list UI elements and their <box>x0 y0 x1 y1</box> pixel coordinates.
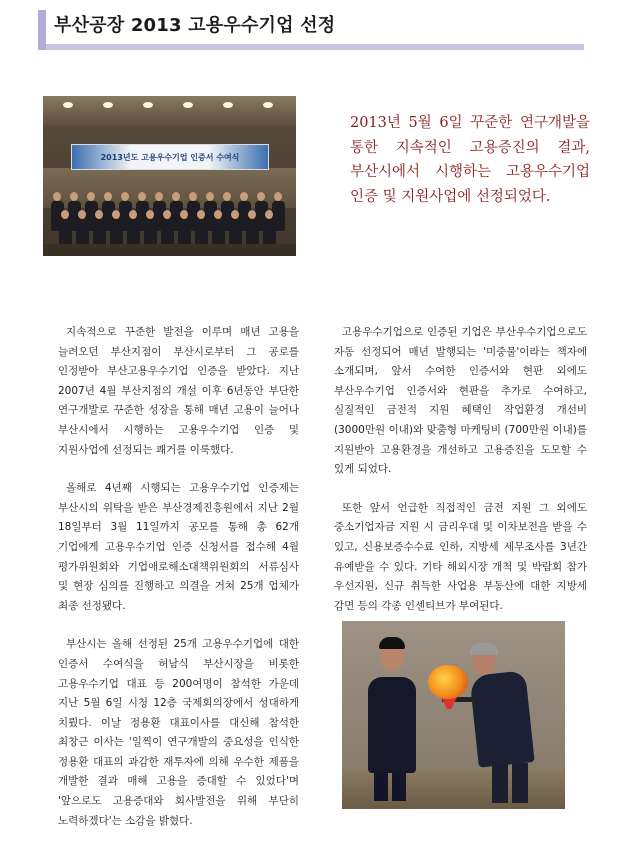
recipient-figure <box>469 670 534 767</box>
presenter-figure <box>368 677 416 773</box>
photo-person-head <box>206 192 214 201</box>
body-paragraph: 지속적으로 꾸준한 발전을 이루며 매년 고용을 늘려오던 부산지점이 부산시로부터 그 공로를 인정받아 부산고용우수기업 인증을 받았다. 지난 2007년 4월 부산지점의 개설 이후 6년동안 부단한 연구개발로 꾸준한 성장을 통해 매년 고용이 늘어나 부산시에서 시행하는 고용우수기업 인증 및 지원사업에 선정되는 쾌거를 이룩했다. <box>58 326 299 456</box>
title-bar <box>38 8 584 50</box>
body-column-right <box>334 323 587 635</box>
photo-person-head <box>240 192 248 201</box>
ceremony-group-photo <box>43 96 296 256</box>
photo-person-head <box>214 210 222 219</box>
photo-person-head <box>274 192 282 201</box>
photo-person-head <box>257 192 265 201</box>
photo-person-head <box>70 192 78 201</box>
title-accent-bar <box>38 10 46 50</box>
photo-person-head <box>138 192 146 201</box>
ceremony-banner: 2013년도 고용우수기업 인증서 수여식 <box>71 144 269 170</box>
photo-person-head <box>197 210 205 219</box>
photo-person-head <box>155 192 163 201</box>
photo-person-head <box>180 210 188 219</box>
photo-person-head <box>172 192 180 201</box>
photo-person-head <box>121 192 129 201</box>
photo-person-head <box>248 210 256 219</box>
lead-paragraph: 2013년 5월 6일 꾸준한 연구개발을 통한 지속적인 고용증진의 결과, 부산시에서 시행하는 고용우수기업 인증 및 지원사업에 선정되었다. <box>350 115 590 205</box>
photo-person-head <box>231 210 239 219</box>
photo-person-head <box>61 210 69 219</box>
photo-person-head <box>95 210 103 219</box>
photo-person-head <box>104 192 112 201</box>
photo-person-head <box>87 192 95 201</box>
body-paragraph: 올해로 4년째 시행되는 고용우수기업 인증제는 부산시의 위탁을 받은 부산경제진흥원에서 지난 2월 18일부터 3월 11일까지 공모를 통해 총 62개 기업에게 고용우수기업 인증 신청서를 접수해 4월 평가위원회와 기업애로해소대책위원회의 서류심사 및 현장 심의를 진행하고 의결을 거쳐 25개 업체가 최종 선정됐다. <box>58 482 299 612</box>
photo-person-head <box>112 210 120 219</box>
page-title: 부산공장 2013 고용우수기업 선정 <box>54 15 336 36</box>
photo-person-head <box>223 192 231 201</box>
photo-person-head <box>163 210 171 219</box>
photo-person-head <box>146 210 154 219</box>
award-handshake-photo <box>342 621 565 809</box>
body-column-left <box>58 323 299 850</box>
photo-ceiling <box>43 96 296 126</box>
photo-person-head <box>189 192 197 201</box>
photo-person-head <box>129 210 137 219</box>
photo-person-head <box>265 210 273 219</box>
body-paragraph: 또한 앞서 언급한 직접적인 금전 지원 그 외에도 중소기업자금 지원 시 금리우대 및 이차보전을 받을 수 있고, 신용보증수수료 인하, 지방세 세무조사를 3년간 유예받을 수 있다. 기타 해외시장 개척 및 박람회 참가 우선지원, 신규 취득한 사업용 부동산에 대한 지방세 감면 등의 각종 인센티브가 부여된다. <box>334 501 587 612</box>
body-paragraph: 부산시는 올해 선정된 25개 고용우수기업에 대한 인증서 수여식을 허남식 부산시장을 비롯한 고용우수기업 대표 등 200여명이 참석한 가운데 지난 5월 6일 시청 12층 국제회의장에서 성대하게 치뤘다. 이날 정용환 대표이사를 대신해 참석한 최창근 이사는 '일찍이 연구개발의 중요성을 인식한 정용환 대표의 과감한 재투자에 의해 우수한 제품을 개발한 결과 매해 고용을 증대할 수 있었다'며 '앞으로도 고용증대와 회사발전을 위해 부단히 노력하겠다'는 소감을 밝혔다. <box>58 638 299 827</box>
flower-bouquet <box>428 665 468 699</box>
body-paragraph: 고용우수기업으로 인증된 기업은 부산우수기업으로도 자동 선정되어 매년 발행되는 '미중물'이라는 책자에 소개되며, 앞서 수여한 인증서와 현판 외에도 부산우수기업 인증서와 현판을 추가로 수여하고, 실질적인 금전적 지원 혜택인 작업환경 개선비 (3000만원 이내)와 맞춤형 마케팅비 (700만원 이내)를 지원받아 고용환경을 개선하고 고용증진을 도모할 수 있게 되었다. <box>334 326 587 476</box>
photo-person-head <box>78 210 86 219</box>
photo-person-head <box>53 192 61 201</box>
